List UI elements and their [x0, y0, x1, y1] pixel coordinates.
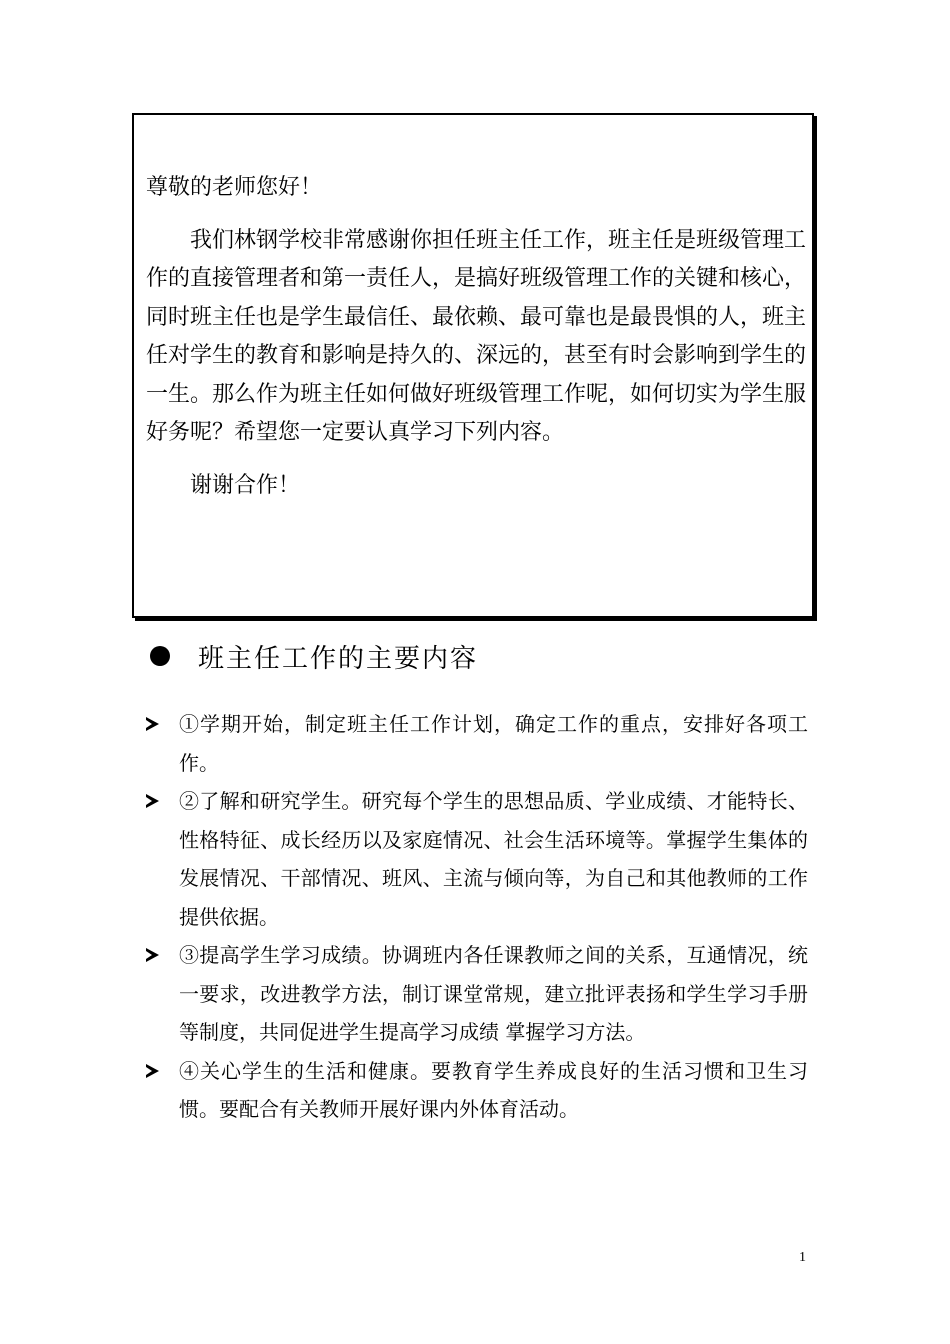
letter-box — [132, 113, 814, 618]
section-heading-text: 班主任工作的主要内容 — [198, 643, 479, 674]
letter-thanks: 谢谢合作！ — [190, 472, 301, 498]
list-item — [144, 1052, 808, 1129]
list-item-text: ①学期开始，制定班主任工作计划，确定工作的重点，安排好各项工作。 — [179, 712, 808, 775]
content-list — [144, 705, 808, 1129]
letter-content — [146, 169, 806, 505]
page-number: 1 — [799, 1250, 806, 1265]
letter-greeting: 尊敬的老师您好！ — [146, 175, 323, 200]
list-item-text: ④关心学生的生活和健康。要教育学生养成良好的生活习惯和卫生习惯。要配合有关教师开展好课内外体育活动。 — [179, 1058, 808, 1121]
bullet-dot-icon — [150, 646, 170, 666]
arrow-bullet-icon — [146, 794, 159, 808]
list-item — [144, 705, 808, 782]
arrow-bullet-icon — [146, 1064, 159, 1078]
list-item — [144, 936, 808, 1052]
arrow-bullet-icon — [146, 948, 159, 962]
letter-body: 我们林钢学校非常感谢你担任班主任工作，班主任是班级管理工作的直接管理者和第一责任人，是搞好班级管理工作的关键和核心，同时班主任也是学生最信任、最依赖、最可靠也是最畏惧的人，班主任对学生的教育和影响是持久的、深远的，甚至有时会影响到学生的一生。那么作为班主任如何做好班级管理工作呢，如何切实为学生服好务呢？希望您一定要认真学习下列内容。 — [146, 227, 807, 445]
list-item — [144, 782, 808, 936]
arrow-bullet-icon — [146, 717, 159, 731]
list-item-text: ②了解和研究学生。研究每个学生的思想品质、学业成绩、才能特长、性格特征、成长经历以及家庭情况、社会生活环境等。掌握学生集体的发展情况、干部情况、班风、主流与倾向等，为自己和其他教师的工作提供依据。 — [179, 789, 808, 929]
list-item-text: ③提高学生学习成绩。协调班内各任课教师之间的关系，互通情况，统一要求，改进教学方法，制订课堂常规，建立批评表扬和学生学习手册等制度，共同促进学生提高学习成绩 掌握学习方法。 — [179, 943, 808, 1044]
section-heading — [150, 632, 478, 680]
